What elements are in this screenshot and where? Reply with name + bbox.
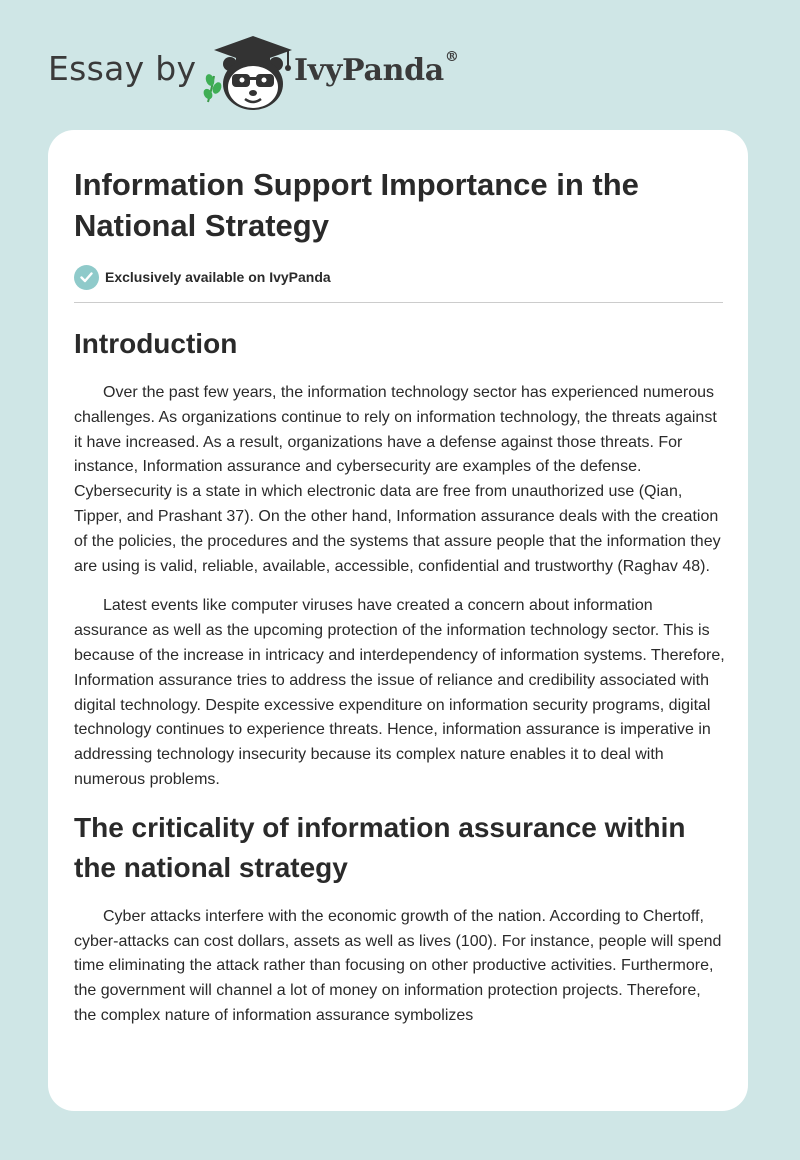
essay-by-label: Essay by (48, 49, 197, 88)
exclusive-badge (74, 264, 331, 290)
essay-card (48, 130, 748, 1111)
brand-name[interactable]: IvyPanda® (294, 49, 459, 88)
essay-body (74, 324, 726, 1044)
paragraph: Cyber attacks interfere with the economic growth of the nation. According to Chertoff, cyber-attacks can cost dollars, assets as well as lives (100). For instance, people will spend time eliminating the attack rather than focusing on other productive activities. Furthermore, the government will channel a lot of money on information protection projects. Therefore, the complex nature of information assurance symbolizes (74, 907, 722, 1024)
section-heading-criticality: The criticality of information assurance within the national strategy (74, 811, 686, 883)
page-title: Information Support Importance in the National Strategy (74, 167, 639, 243)
paragraph: Over the past few years, the information technology sector has experienced numerous challenges. As organizations continue to rely on information technology, the threats against it have increased. As a result, organizations have a defense against those threats. For instance, Information assurance and cybersecurity are examples of the defense. Cybersecurity is a state in which electronic data are free from unauthorized use (Qian, Tipper, and Prashant 37). On the other hand, Information assurance deals with the creation of the policies, the procedures and the systems that assure people that the information they are using is valid, reliable, available, accessible, confidential and trustworthy (Raghav 48). (74, 384, 721, 575)
panda-logo-icon[interactable] (200, 32, 296, 112)
exclusive-label: Exclusively available on IvyPanda (105, 269, 331, 285)
site-header (0, 0, 800, 130)
paragraph: Latest events like computer viruses have created a concern about information assurance as well as the upcoming protection of the information technology sector. This is because of the increase in intricacy and interdependency of information systems. Therefore, Information assurance tries to address the issue of reliance and credibility associated with digital technology. Despite excessive expenditure on information security programs, digital technology continues to experience threats. Hence, information assurance is imperative in addressing technology insecurity because its complex nature enables it to deal with numerous problems. (74, 597, 725, 788)
check-icon (74, 265, 99, 290)
section-heading-introduction: Introduction (74, 328, 238, 359)
divider (74, 302, 723, 303)
registered-mark: ® (444, 49, 459, 65)
